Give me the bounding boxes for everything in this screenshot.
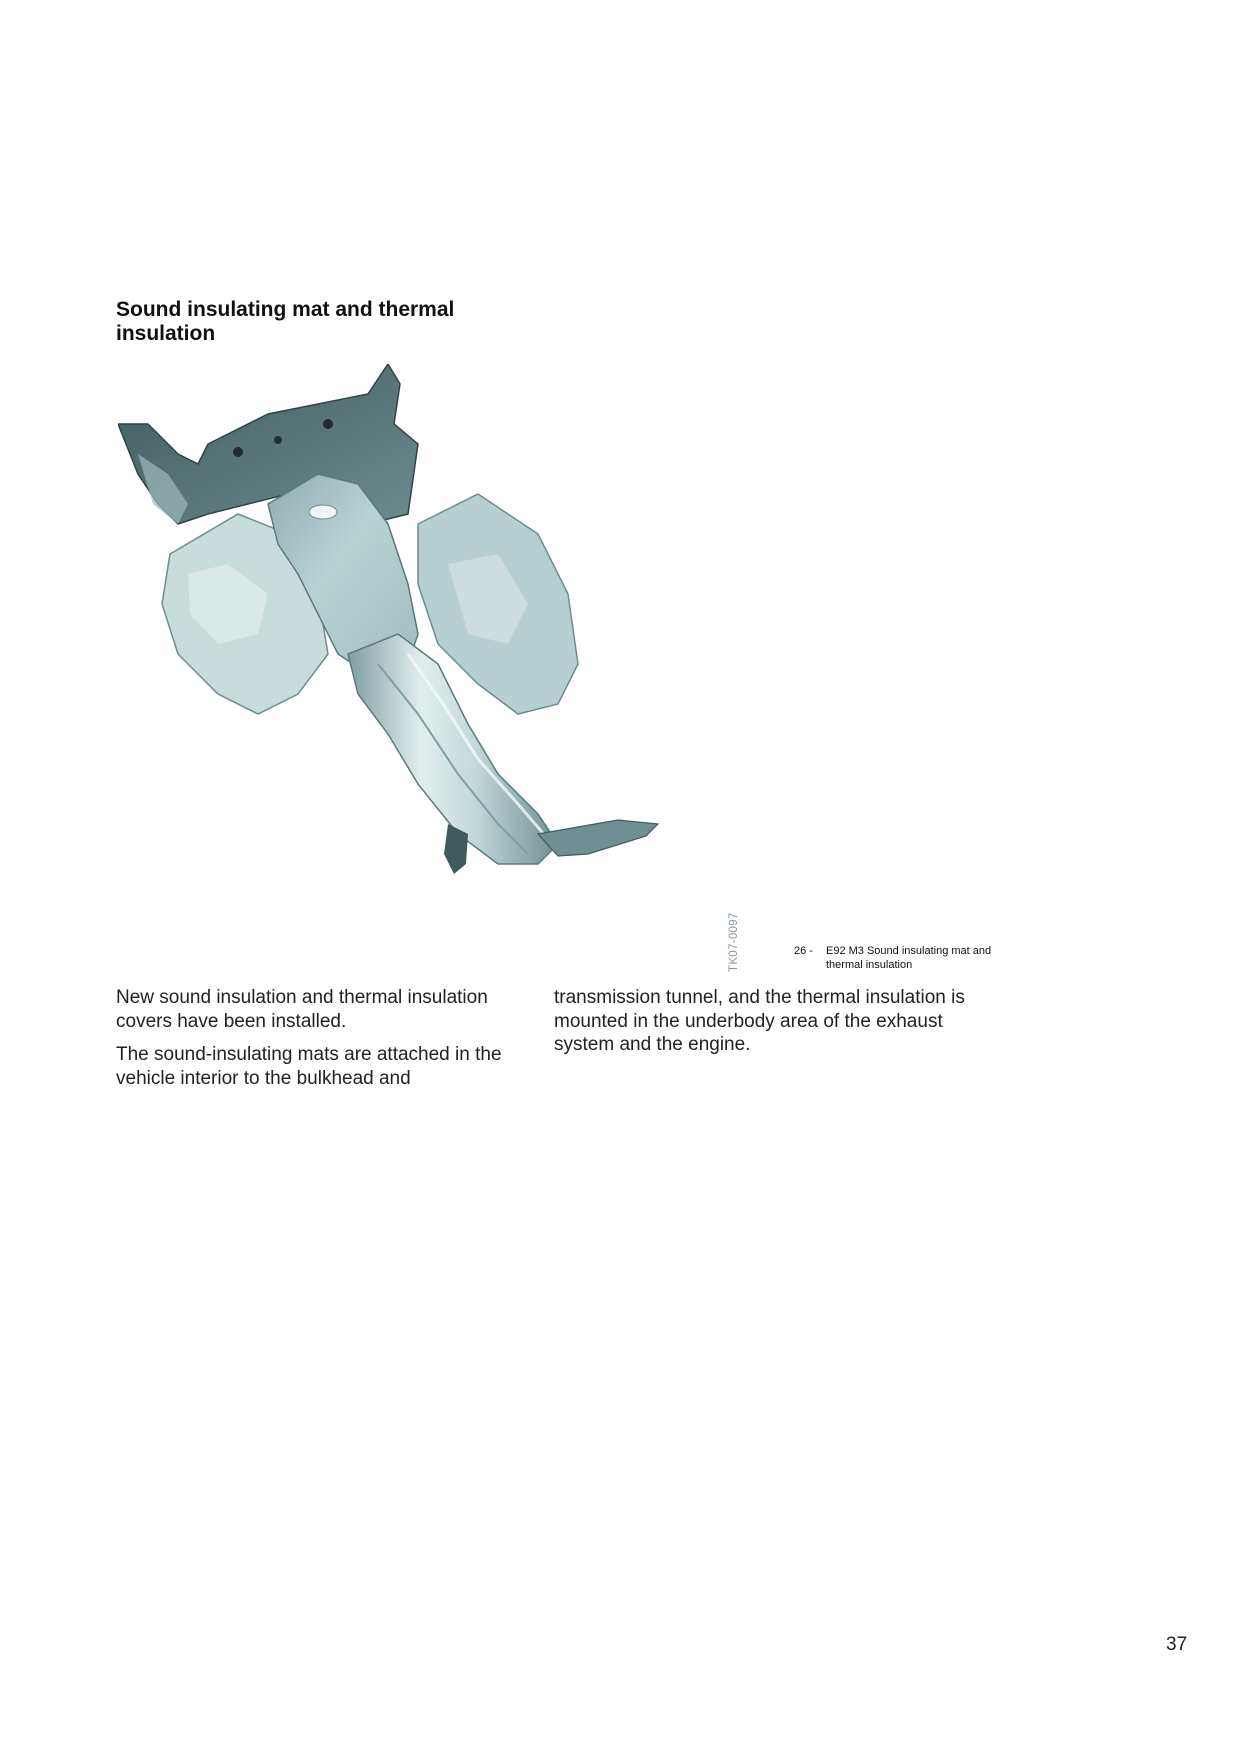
body-paragraph: transmission tunnel, and the thermal insulation is mounted in the underbody area of the exhaust system and the engine. [554, 987, 965, 1055]
figure-caption-text: E92 M3 Sound insulating mat and thermal insulation [826, 945, 992, 971]
insulation-illustration [118, 364, 738, 976]
rear-heat-shield-tab [538, 820, 658, 856]
body-paragraph: The sound-insulating mats are attached in the vehicle interior to the bulkhead and [116, 1044, 502, 1089]
body-text-right-column [554, 986, 974, 1067]
figure-reference-code: TK07-0097 [728, 912, 740, 972]
insulation-illustration-svg [118, 364, 738, 976]
figure-caption [794, 944, 994, 972]
body-text-left-column [116, 986, 536, 1100]
page-number: 37 [1166, 1634, 1188, 1655]
section-heading: Sound insulating mat and thermal insulation [116, 298, 455, 345]
figure-caption-number: 26 - [794, 945, 813, 957]
body-paragraph: New sound insulation and thermal insulation covers have been installed. [116, 987, 488, 1032]
